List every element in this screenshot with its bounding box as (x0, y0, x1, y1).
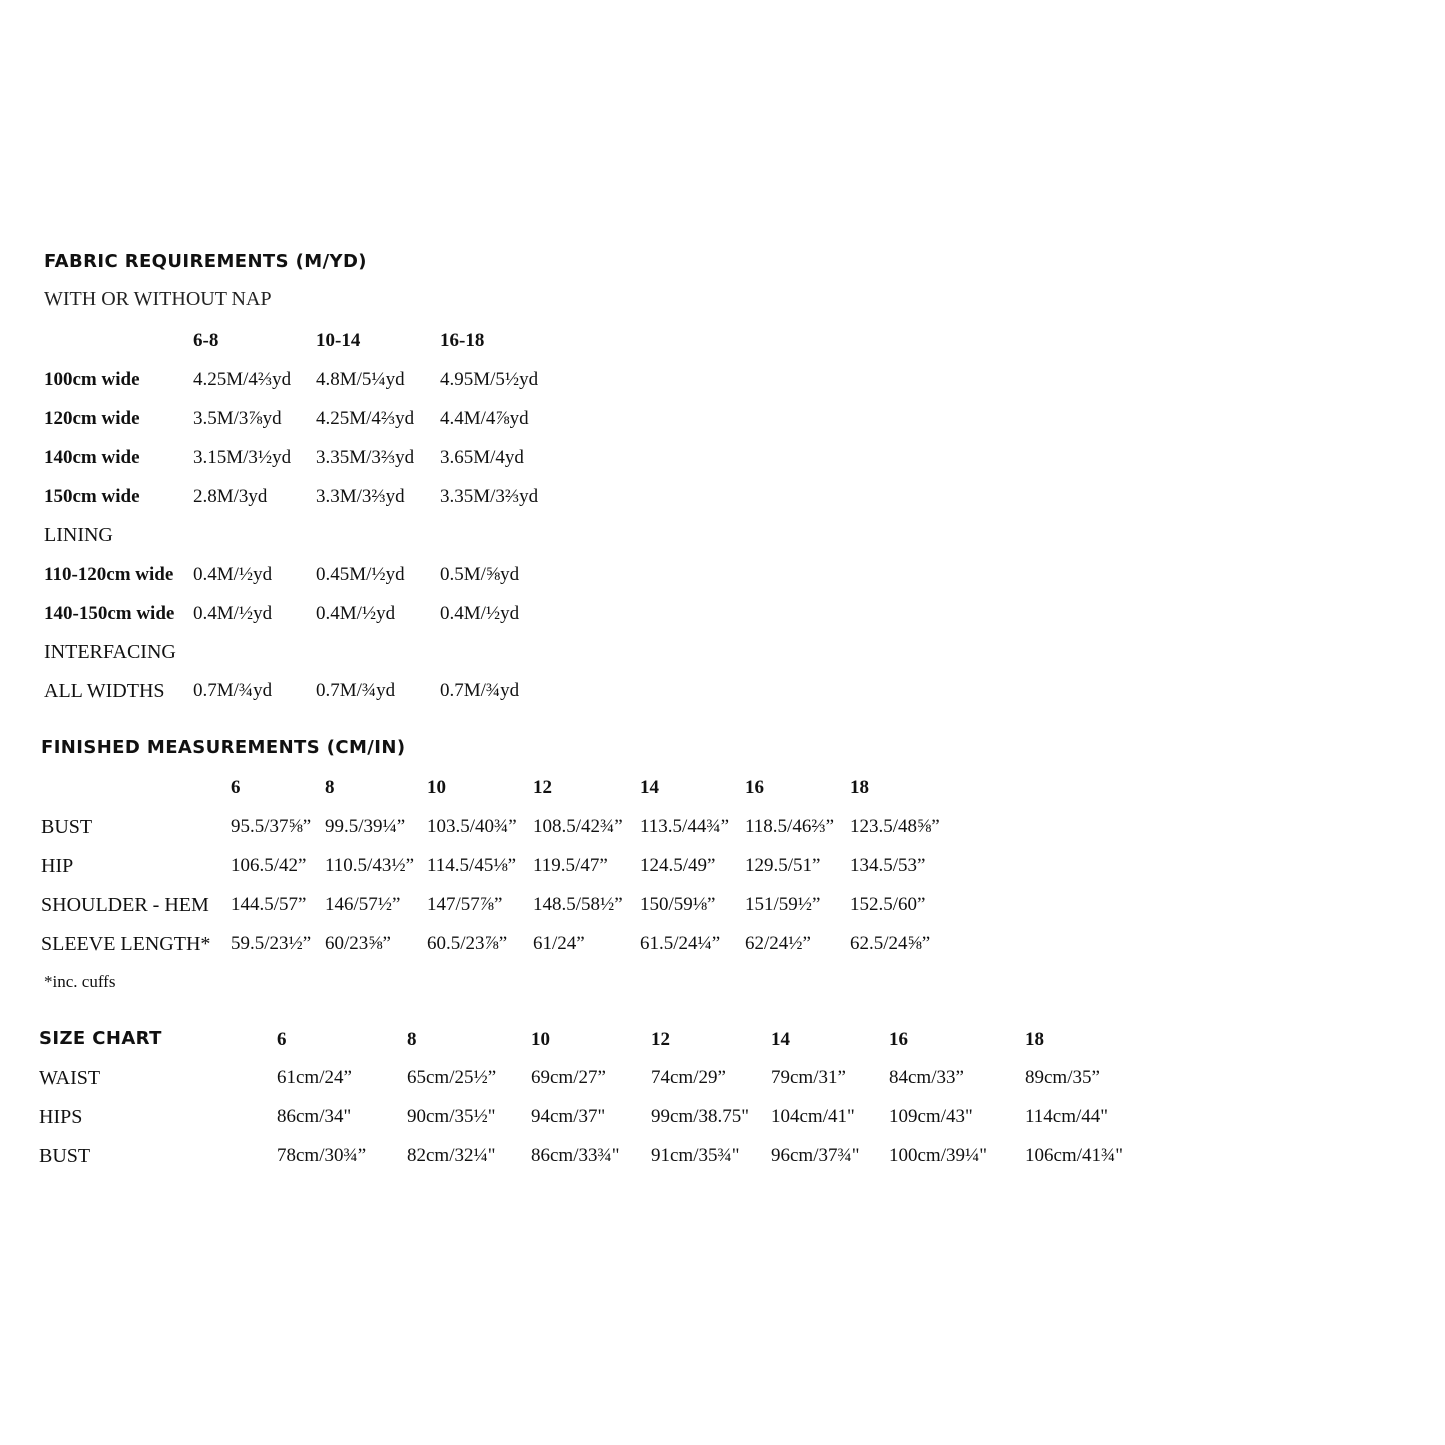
size-chart-cell: 74cm/29” (651, 1067, 726, 1088)
finished-header-size: 12 (533, 777, 552, 798)
fabric-cell: 4.4M/4⅞yd (440, 408, 529, 429)
finished-cell: 152.5/60” (850, 894, 926, 915)
finished-cell: 129.5/51” (745, 855, 821, 876)
interfacing-label: INTERFACING (44, 641, 176, 663)
finished-cell: 95.5/37⅝” (231, 816, 312, 837)
fabric-cell: 4.95M/5½yd (440, 369, 539, 390)
finished-cell: 144.5/57” (231, 894, 307, 915)
size-chart-cell: 86cm/34" (277, 1106, 352, 1127)
finished-header-size: 10 (427, 777, 446, 798)
finished-cell: 108.5/42¾” (533, 816, 623, 837)
finished-cell: 118.5/46⅔” (745, 816, 835, 837)
size-chart-cell: 100cm/39¼" (889, 1145, 987, 1166)
finished-cell: 106.5/42” (231, 855, 307, 876)
fabric-row-label: 120cm wide (44, 408, 140, 429)
size-chart-cell: 86cm/33¾" (531, 1145, 620, 1166)
finished-row-label: SLEEVE LENGTH* (41, 933, 211, 955)
finished-cell: 151/59½” (745, 894, 821, 915)
fabric-cell: 3.5M/3⅞yd (193, 408, 282, 429)
finished-row-label: BUST (41, 816, 93, 838)
size-chart-row-label: HIPS (39, 1106, 83, 1128)
fabric-header-size: 16-18 (440, 330, 485, 351)
size-chart-row-label: WAIST (39, 1067, 101, 1089)
interfacing-cell: 0.7M/¾yd (316, 680, 396, 701)
size-chart-cell: 65cm/25½” (407, 1067, 497, 1088)
lining-cell: 0.4M/½yd (193, 564, 273, 585)
fabric-cell: 4.8M/5¼yd (316, 369, 405, 390)
finished-cell: 62.5/24⅝” (850, 933, 931, 954)
finished-cell: 150/59⅛” (640, 894, 716, 915)
lining-row-label: 140-150cm wide (44, 603, 175, 624)
fabric-row-label: 100cm wide (44, 369, 140, 390)
finished-cell: 59.5/23½” (231, 933, 312, 954)
lining-cell: 0.5M/⅝yd (440, 564, 520, 585)
size-chart-cell: 61cm/24” (277, 1067, 352, 1088)
size-chart-header-size: 14 (771, 1029, 790, 1050)
size-chart-cell: 79cm/31” (771, 1067, 846, 1088)
interfacing-row-label: ALL WIDTHS (44, 680, 165, 702)
lining-row-label: 110-120cm wide (44, 564, 174, 585)
finished-cell: 60.5/23⅞” (427, 933, 508, 954)
fabric-cell: 3.3M/3⅔yd (316, 486, 405, 507)
finished-cell: 148.5/58½” (533, 894, 623, 915)
size-chart-cell: 90cm/35½" (407, 1106, 496, 1127)
size-chart-header-size: 8 (407, 1029, 417, 1050)
size-chart-cell: 91cm/35¾" (651, 1145, 740, 1166)
size-chart-cell: 69cm/27” (531, 1067, 606, 1088)
finished-cell: 113.5/44¾” (640, 816, 730, 837)
finished-cell: 61/24” (533, 933, 585, 954)
size-chart-header-size: 6 (277, 1029, 287, 1050)
size-chart-cell: 99cm/38.75" (651, 1106, 749, 1127)
lining-cell: 0.4M/½yd (440, 603, 520, 624)
size-chart-title: SIZE CHART (39, 1028, 162, 1049)
fabric-cell: 2.8M/3yd (193, 486, 268, 507)
size-chart-header-size: 16 (889, 1029, 908, 1050)
finished-cell: 147/57⅞” (427, 894, 503, 915)
finished-header-size: 16 (745, 777, 764, 798)
fabric-header-size: 10-14 (316, 330, 361, 351)
interfacing-cell: 0.7M/¾yd (440, 680, 520, 701)
finished-header-size: 6 (231, 777, 241, 798)
fabric-row-label: 140cm wide (44, 447, 140, 468)
fabric-row-label: 150cm wide (44, 486, 140, 507)
size-chart-row-label: BUST (39, 1145, 91, 1167)
finished-measurements-title: FINISHED MEASUREMENTS (CM/IN) (41, 737, 406, 758)
finished-footnote: *inc. cuffs (44, 972, 116, 991)
size-chart-cell: 104cm/41" (771, 1106, 855, 1127)
finished-cell: 134.5/53” (850, 855, 926, 876)
interfacing-cell: 0.7M/¾yd (193, 680, 273, 701)
finished-cell: 124.5/49” (640, 855, 716, 876)
fabric-header-size: 6-8 (193, 330, 219, 351)
lining-label: LINING (44, 524, 113, 546)
fabric-cell: 3.15M/3½yd (193, 447, 292, 468)
finished-header-size: 8 (325, 777, 335, 798)
size-chart-cell: 114cm/44" (1025, 1106, 1109, 1127)
fabric-cell: 4.25M/4⅔yd (316, 408, 415, 429)
finished-cell: 99.5/39¼” (325, 816, 406, 837)
lining-cell: 0.4M/½yd (316, 603, 396, 624)
finished-cell: 119.5/47” (533, 855, 608, 876)
finished-cell: 146/57½” (325, 894, 401, 915)
size-chart-cell: 84cm/33” (889, 1067, 964, 1088)
size-chart-cell: 109cm/43" (889, 1106, 973, 1127)
fabric-subtitle: WITH OR WITHOUT NAP (44, 288, 272, 310)
size-chart-cell: 82cm/32¼" (407, 1145, 496, 1166)
size-chart-header-size: 18 (1025, 1029, 1044, 1050)
finished-cell: 123.5/48⅝” (850, 816, 940, 837)
size-chart-cell: 96cm/37¾" (771, 1145, 860, 1166)
fabric-cell: 3.65M/4yd (440, 447, 524, 468)
finished-row-label: SHOULDER - HEM (41, 894, 209, 916)
size-chart-cell: 94cm/37" (531, 1106, 606, 1127)
size-chart-cell: 89cm/35” (1025, 1067, 1100, 1088)
fabric-cell: 4.25M/4⅔yd (193, 369, 292, 390)
size-chart-header-size: 12 (651, 1029, 670, 1050)
finished-cell: 103.5/40¾” (427, 816, 517, 837)
finished-cell: 114.5/45⅛” (427, 855, 517, 876)
finished-cell: 60/23⅝” (325, 933, 391, 954)
size-chart-cell: 78cm/30¾” (277, 1145, 367, 1166)
finished-header-size: 14 (640, 777, 659, 798)
finished-cell: 110.5/43½” (325, 855, 415, 876)
fabric-requirements-title: FABRIC REQUIREMENTS (M/YD) (44, 251, 367, 272)
finished-cell: 62/24½” (745, 933, 811, 954)
size-chart-header-size: 10 (531, 1029, 550, 1050)
fabric-cell: 3.35M/3⅔yd (316, 447, 415, 468)
fabric-cell: 3.35M/3⅔yd (440, 486, 539, 507)
lining-cell: 0.45M/½yd (316, 564, 405, 585)
lining-cell: 0.4M/½yd (193, 603, 273, 624)
size-chart-cell: 106cm/41¾" (1025, 1145, 1123, 1166)
finished-header-size: 18 (850, 777, 869, 798)
finished-cell: 61.5/24¼” (640, 933, 721, 954)
finished-row-label: HIP (41, 855, 74, 877)
